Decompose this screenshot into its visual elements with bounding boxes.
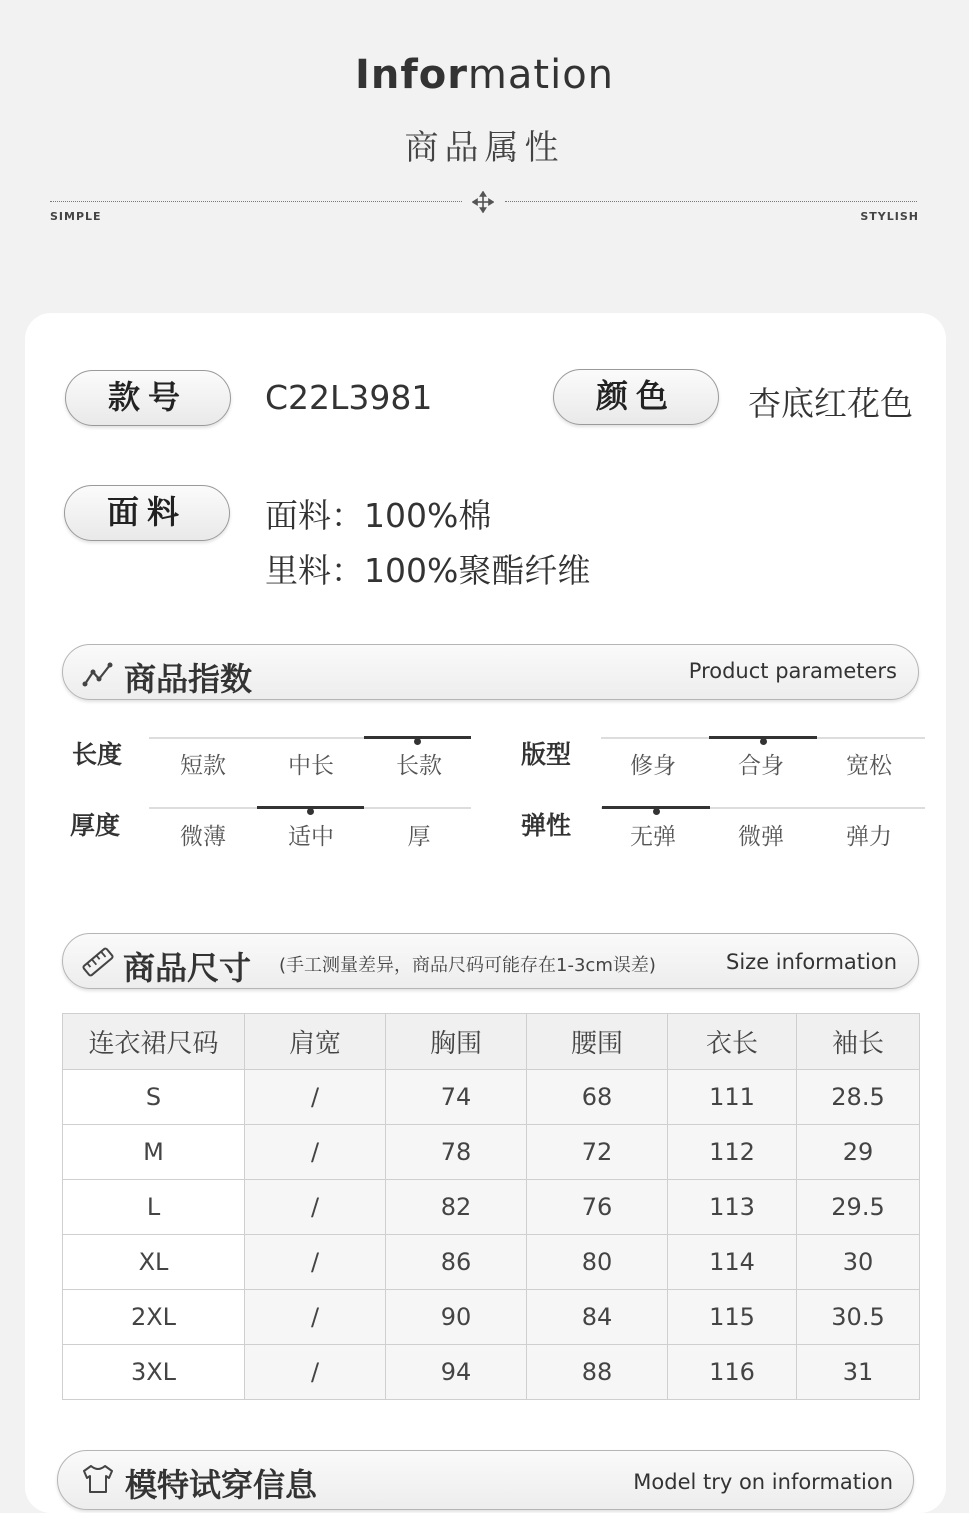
scale-marker <box>653 808 660 815</box>
table-cell: 30 <box>797 1235 920 1290</box>
size-table <box>62 1013 920 1400</box>
index-option: 中长 <box>288 753 334 779</box>
label-simple: SIMPLE <box>50 210 102 223</box>
table-row <box>63 1070 920 1125</box>
table-cell: 72 <box>527 1125 668 1180</box>
table-header-row <box>63 1014 920 1070</box>
index-label: 厚度 <box>70 811 121 840</box>
index-option: 修身 <box>630 753 676 779</box>
divider-right <box>505 201 917 202</box>
index-option: 短款 <box>180 753 226 779</box>
table-cell: 29.5 <box>797 1180 920 1235</box>
table-cell: 111 <box>668 1070 797 1125</box>
table-cell: / <box>245 1345 386 1400</box>
index-option: 微薄 <box>180 824 226 850</box>
index-label: 版型 <box>521 740 572 769</box>
column-header: 腰围 <box>527 1014 668 1070</box>
table-cell: 28.5 <box>797 1070 920 1125</box>
column-header: 连衣裙尺码 <box>63 1014 245 1070</box>
table-cell: 88 <box>527 1345 668 1400</box>
table-cell: 3XL <box>63 1345 245 1400</box>
index-option: 弹力 <box>846 824 892 850</box>
color-label: 颜色 <box>553 369 719 425</box>
table-row <box>63 1290 920 1345</box>
column-header: 袖长 <box>797 1014 920 1070</box>
color-value: 杏底红花色 <box>748 384 913 423</box>
product-parameters-english: Product parameters <box>688 659 897 683</box>
table-cell: 31 <box>797 1345 920 1400</box>
table-row <box>63 1125 920 1180</box>
table-cell: 94 <box>386 1345 527 1400</box>
product-parameters-title: 商品指数 <box>124 660 253 698</box>
table-cell: 80 <box>527 1235 668 1290</box>
table-cell: 86 <box>386 1235 527 1290</box>
column-header: 胸围 <box>386 1014 527 1070</box>
table-cell: 68 <box>527 1070 668 1125</box>
table-cell: 115 <box>668 1290 797 1345</box>
table-cell: 116 <box>668 1345 797 1400</box>
divider-left <box>50 201 462 202</box>
scale-marker <box>414 738 421 745</box>
size-information-title: 商品尺寸 <box>123 949 252 987</box>
table-cell: / <box>245 1290 386 1345</box>
index-option: 长款 <box>396 753 442 779</box>
scale-marker <box>307 808 314 815</box>
table-cell: L <box>63 1180 245 1235</box>
ruler-icon <box>80 944 116 980</box>
index-label: 弹性 <box>521 811 572 840</box>
size-information-english: Size information <box>726 950 897 974</box>
size-information-note: (手工测量差异，商品尺码可能存在1-3cm误差) <box>279 955 656 976</box>
style-number-value: C22L3981 <box>265 378 433 417</box>
column-header: 肩宽 <box>245 1014 386 1070</box>
model-info-title: 模特试穿信息 <box>125 1466 318 1504</box>
scale-marker <box>760 738 767 745</box>
table-row <box>63 1345 920 1400</box>
table-cell: 90 <box>386 1290 527 1345</box>
table-cell: 114 <box>668 1235 797 1290</box>
table-cell: 82 <box>386 1180 527 1235</box>
table-row <box>63 1180 920 1235</box>
index-option: 宽松 <box>846 753 892 779</box>
label-stylish: STYLISH <box>860 210 919 223</box>
index-option: 厚 <box>407 824 431 850</box>
table-cell: 30.5 <box>797 1290 920 1345</box>
table-cell: 2XL <box>63 1290 245 1345</box>
column-header: 衣长 <box>668 1014 797 1070</box>
table-cell: / <box>245 1180 386 1235</box>
table-cell: 74 <box>386 1070 527 1125</box>
model-info-english: Model try on information <box>633 1470 893 1494</box>
table-cell: / <box>245 1125 386 1180</box>
index-option: 微弹 <box>738 824 784 850</box>
shirt-icon <box>80 1462 116 1496</box>
table-cell: 112 <box>668 1125 797 1180</box>
page-title-chinese: 商品属性 <box>404 128 565 168</box>
index-option: 合身 <box>738 753 784 779</box>
table-cell: / <box>245 1235 386 1290</box>
table-row <box>63 1235 920 1290</box>
fabric-lining: 里料：100%聚酯纤维 <box>265 551 591 590</box>
cross-arrows-icon <box>472 191 494 213</box>
table-cell: 113 <box>668 1180 797 1235</box>
index-option: 适中 <box>288 824 334 850</box>
fabric-label: 面料 <box>64 485 230 541</box>
table-cell: XL <box>63 1235 245 1290</box>
table-cell: M <box>63 1125 245 1180</box>
style-number-label: 款号 <box>65 370 231 426</box>
index-label: 长度 <box>72 740 123 769</box>
table-cell: 29 <box>797 1125 920 1180</box>
table-cell: 76 <box>527 1180 668 1235</box>
table-cell: S <box>63 1070 245 1125</box>
table-cell: 78 <box>386 1125 527 1180</box>
fabric-outer: 面料：100%棉 <box>265 496 492 535</box>
table-cell: 84 <box>527 1290 668 1345</box>
trend-line-icon <box>82 660 114 688</box>
index-option: 无弹 <box>630 824 676 850</box>
page-title-english: Information <box>354 52 615 98</box>
table-cell: / <box>245 1070 386 1125</box>
